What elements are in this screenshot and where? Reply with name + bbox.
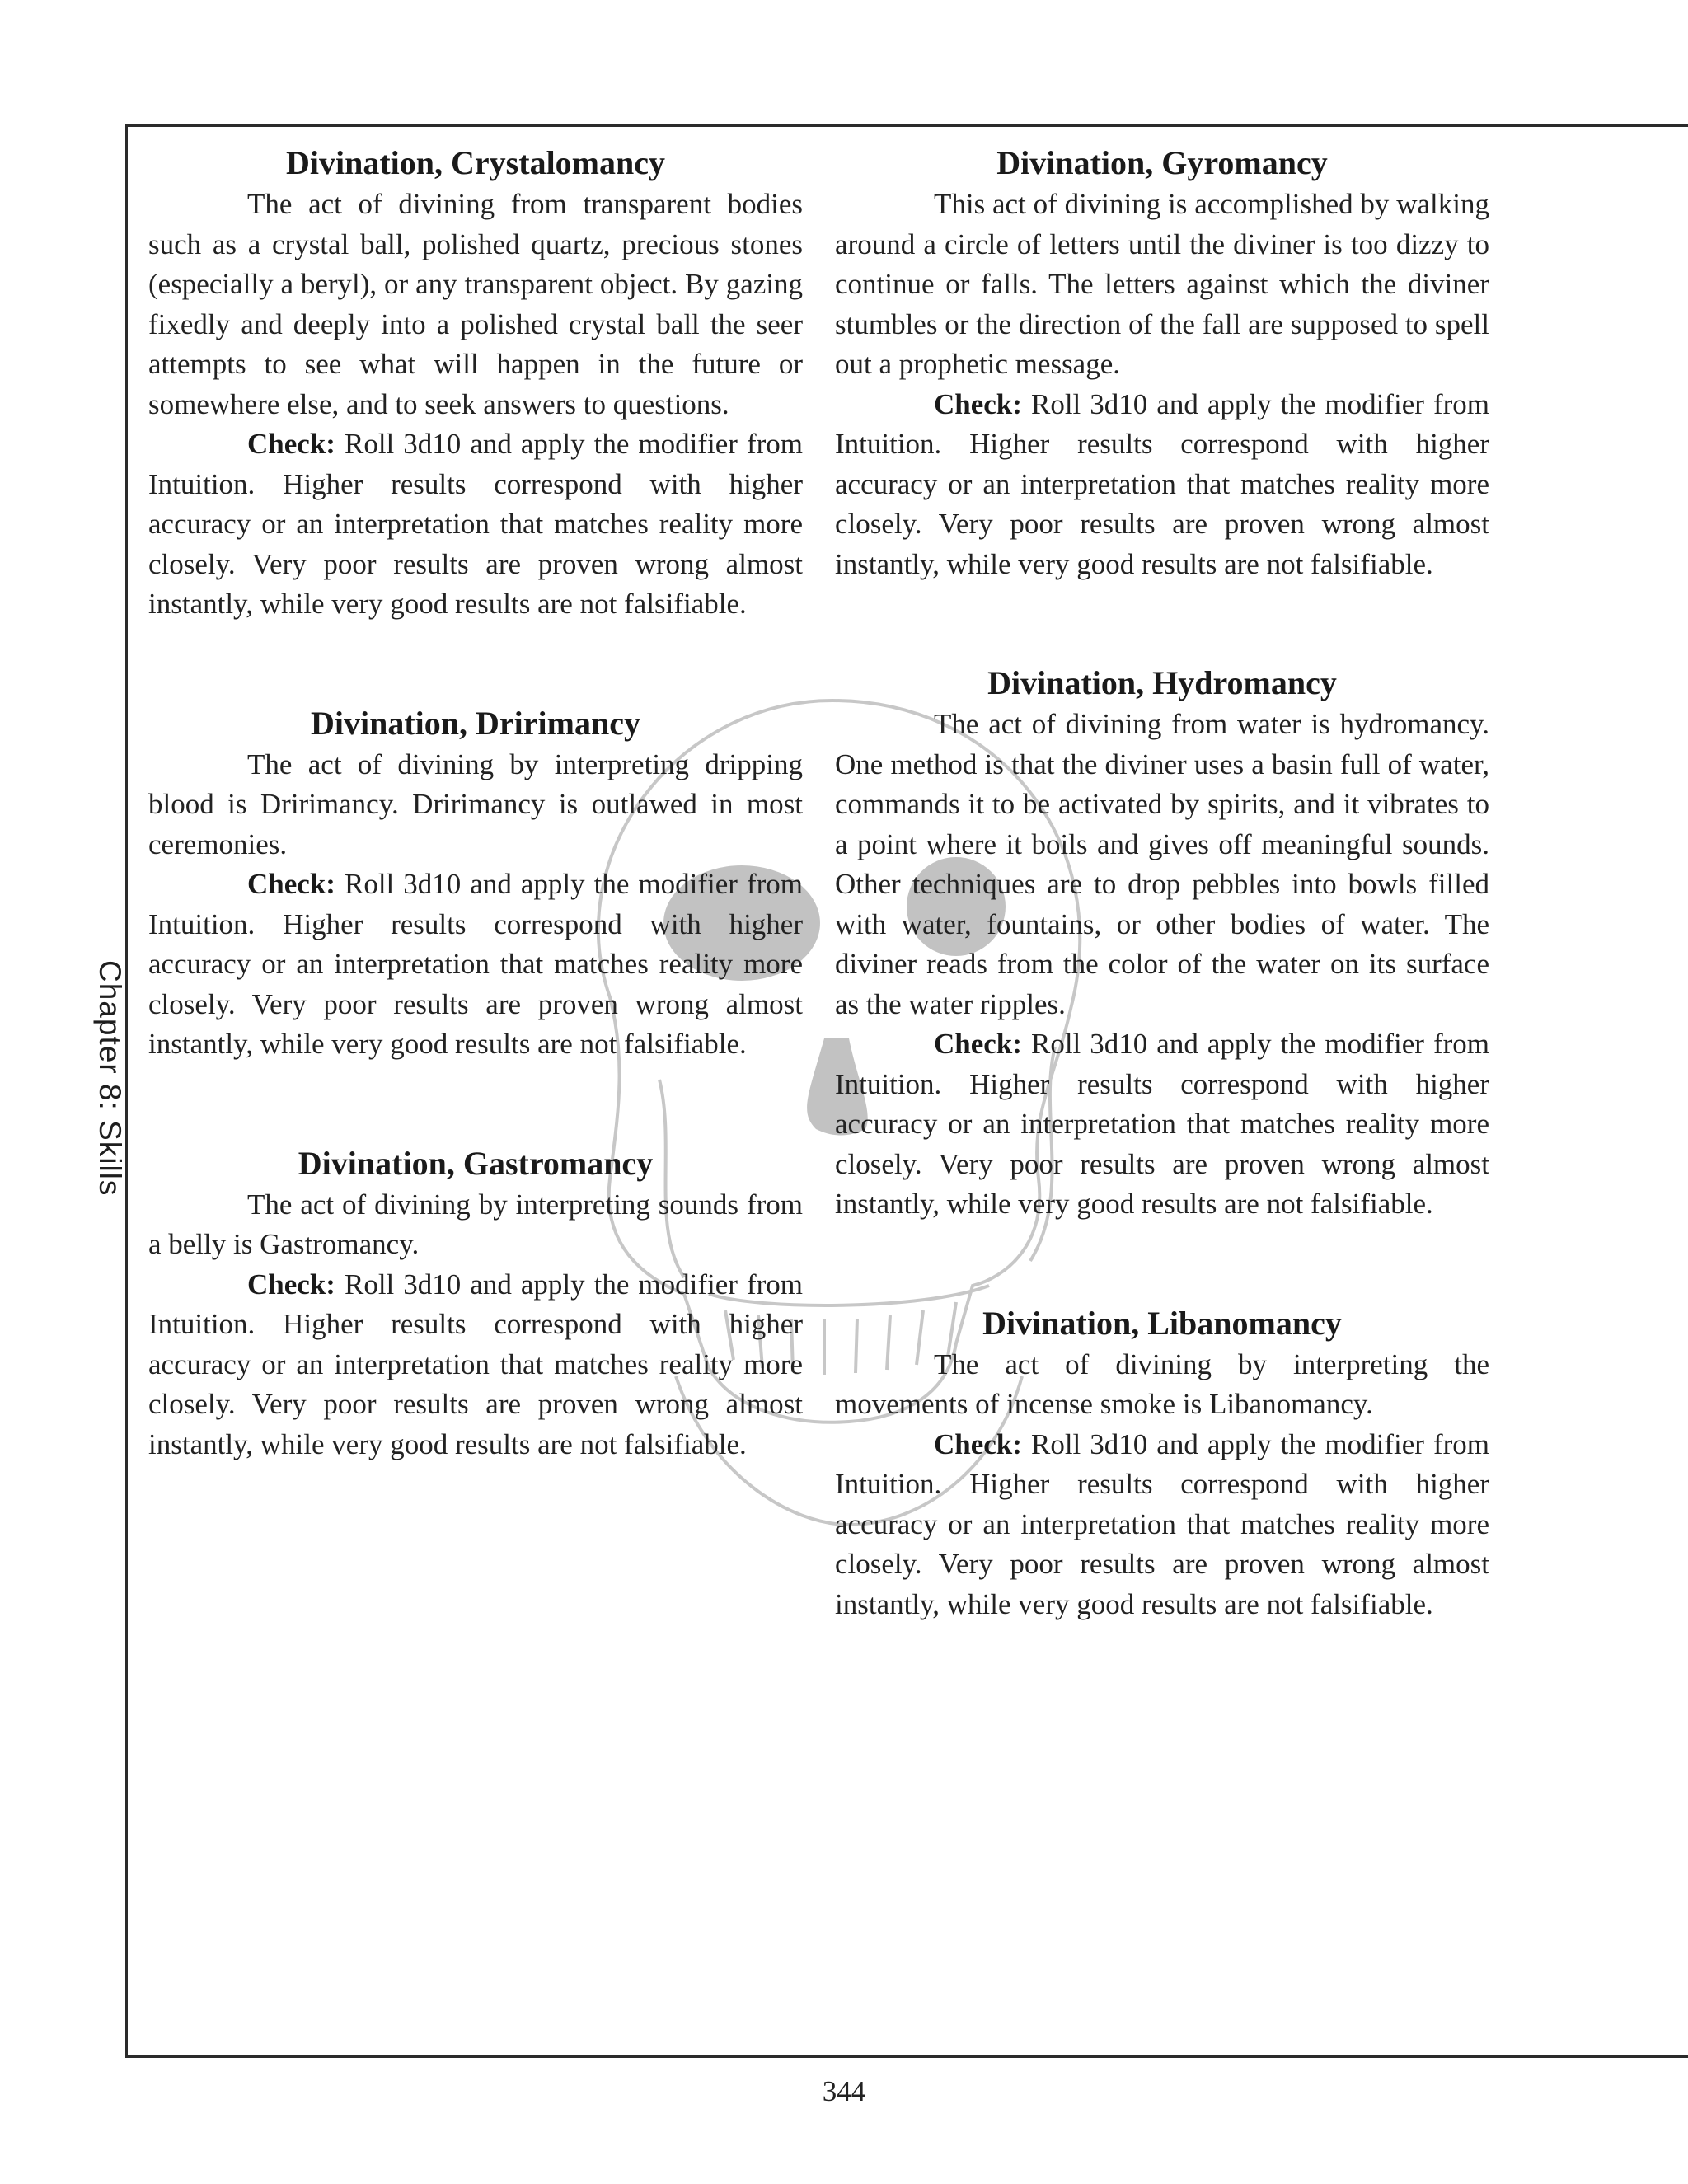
section-dririmancy: [148, 704, 803, 1065]
section-check: [148, 424, 803, 625]
section-description: This act of divining is accomplished by walking around a circle of letters until the diviner is too dizzy to continue or falls. The letters against which the diviner stumbles or the direction of the fall are supposed to spell out a prophetic message.: [835, 188, 1489, 380]
right-column: [835, 143, 1489, 1624]
check-text: Roll 3d10 and apply the modifier from Intuition. Higher results correspond with higher accuracy or an interpretation that matches reality more closely. Very poor results are proven wrong almost instantly, while very good results are not falsifiable.: [835, 387, 1490, 580]
check-label: Check:: [934, 1028, 1022, 1060]
check-text: Roll 3d10 and apply the modifier from Intuition. Higher results correspond with higher accuracy or an interpretation that matches reality more closely. Very poor results are proven wrong almost instantly, while very good results are not falsifiable.: [835, 1427, 1490, 1620]
section-libanomancy: [835, 1304, 1489, 1625]
left-column: [148, 143, 803, 1465]
section-title: Divination, Gyromancy: [996, 144, 1328, 181]
check-label: Check:: [247, 428, 335, 460]
check-text: Roll 3d10 and apply the modifier from Intuition. Higher results correspond with higher accuracy or an interpretation that matches reality more closely. Very poor results are proven wrong almost instantly, while very good results are not falsifiable.: [148, 428, 804, 620]
section-title: Divination, Hydromancy: [987, 664, 1337, 701]
check-text: Roll 3d10 and apply the modifier from Intuition. Higher results correspond with higher accuracy or an interpretation that matches reality more closely. Very poor results are proven wrong almost instantly, while very good results are not falsifiable.: [835, 1028, 1490, 1220]
section-title: Divination, Crystalomancy: [286, 144, 665, 181]
check-label: Check:: [934, 387, 1022, 420]
check-text: Roll 3d10 and apply the modifier from Intuition. Higher results correspond with higher accuracy or an interpretation that matches reality more closely. Very poor results are proven wrong almost instantly, while very good results are not falsifiable.: [148, 1268, 804, 1460]
section-check: [835, 1425, 1489, 1625]
check-label: Check:: [934, 1427, 1022, 1460]
chapter-label: Chapter 8: Skills: [93, 960, 127, 1197]
section-hydromancy: [835, 663, 1489, 1225]
section-check: [148, 865, 803, 1065]
check-label: Check:: [247, 868, 335, 900]
section-crystalomancy: [148, 143, 803, 625]
section-title: Divination, Dririmancy: [311, 704, 640, 742]
section-title: Divination, Gastromancy: [298, 1144, 654, 1182]
section-description: The act of divining by interpreting dripping blood is Dririmancy. Dririmancy is outlawed in most ceremonies.: [148, 748, 803, 860]
section-gyromancy: [835, 143, 1489, 584]
check-text: Roll 3d10 and apply the modifier from Intuition. Higher results correspond with higher accuracy or an interpretation that matches reality more closely. Very poor results are proven wrong almost instantly, while very good results are not falsifiable.: [148, 868, 804, 1060]
check-label: Check:: [247, 1268, 335, 1301]
section-gastromancy: [148, 1144, 803, 1465]
section-description: The act of divining from water is hydromancy. One method is that the diviner uses a basin full of water, commands it to be activated by spirits, and it vibrates to a point where it boils and gives off meaningful sounds. Other techniques are to drop pebbles into bowls filled with water, fountains, or other bodies of water. The diviner reads from the color of the water on its surface as the water ripples.: [835, 708, 1489, 1020]
page-number: 344: [822, 2075, 866, 2107]
section-check: [835, 1024, 1489, 1225]
section-check: [835, 385, 1489, 585]
section-check: [148, 1265, 803, 1465]
section-description: The act of divining by interpreting sounds from a belly is Gastromancy.: [148, 1188, 803, 1260]
section-description: The act of divining by interpreting the movements of incense smoke is Libanomancy.: [835, 1347, 1489, 1420]
section-description: The act of divining from transparent bodies such as a crystal ball, polished quartz, precious stones (especially a beryl), or any transparent object. By gazing fixedly and deeply into a polished crystal ball the seer attempts to see what will happen in the future or somewhere else, and to seek answers to questions.: [148, 188, 803, 420]
section-title: Divination, Libanomancy: [982, 1304, 1342, 1342]
